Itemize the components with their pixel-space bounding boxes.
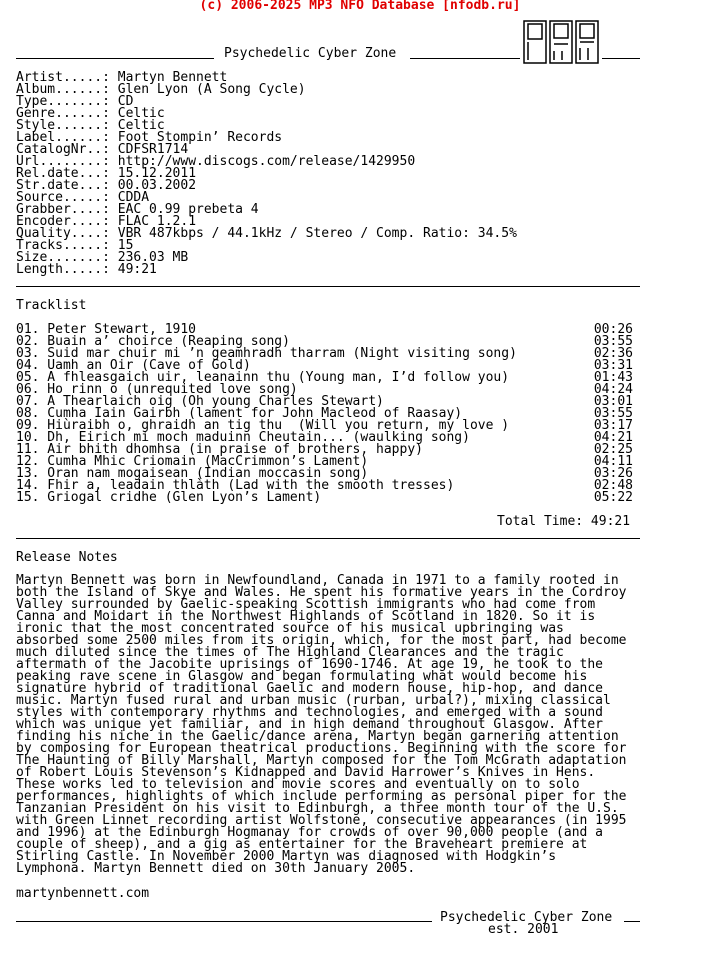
- field-key: Size.......:: [16, 250, 110, 265]
- tracklist-heading: Tracklist: [16, 298, 87, 313]
- track-title: 02. Buain a’ choirce (Reaping song): [16, 334, 290, 349]
- track-duration: 02:36: [593, 346, 633, 361]
- footer-rule-left: [16, 921, 432, 922]
- release-notes-heading: Release Notes: [16, 550, 118, 565]
- track-duration: 00:26: [593, 322, 633, 337]
- field-value: 49:21: [117, 262, 157, 277]
- track-title: 12. Cumha Mhic Criomain (MacCrimmon’s Lament): [16, 454, 369, 469]
- field-value: 00.03.2002: [117, 178, 197, 193]
- track-title: 08. Cumha Iain Gairbh (lament for John Macleod of Raasay): [16, 406, 463, 421]
- footer-rule-right: [624, 921, 640, 922]
- track-duration: 03:55: [593, 406, 633, 421]
- track-duration: 05:22: [593, 490, 633, 505]
- field-key: Quality....:: [16, 226, 110, 241]
- field-key: Label......:: [16, 130, 110, 145]
- field-key: Type.......:: [16, 94, 110, 109]
- track-duration: 04:21: [593, 430, 633, 445]
- field-value: Celtic: [117, 118, 165, 133]
- field-value: 15: [117, 238, 134, 253]
- copyright-header: (c) 2006-2025 MP3 NFO Database [nfodb.ru]: [199, 0, 521, 13]
- field-key: Length.....:: [16, 262, 110, 277]
- track-duration: 03:01: [593, 394, 633, 409]
- track-title: 01. Peter Stewart, 1910: [16, 322, 197, 337]
- track-duration: 04:24: [593, 382, 633, 397]
- footer-established: est. 2001: [488, 922, 559, 937]
- release-notes-body: Martyn Bennett was born in Newfoundland, Canada in 1971 to a family rooted in both the Island of Skye and Wales. He spent his formative years in the Cordroy Valley surrounded by Gaelic-speaking Scottish immigrants who had come from Canna and Moidart in the Northwest Highlands of Scotland in 1820. So it is ironic that the most concentrated source of his musical upbringing was absorbed some 2500 miles from its origin, which, for the most part, had become much diluted since the times of The Highland Clearances and the tragic aftermath of the Jacobite uprisings of 1690-1746. At age 19, he took to the peaking rave scene in Glasgow and began formulating what would become his signature hybrid of traditional Gaelic and modern house, hip-hop, and dance music. Martyn fused rural and urban music (rurban, urbal?), mixing classical styles with contemporary rhythms and technologies, and emerged with a sound which was unique yet familiar, and in high demand throughout Glasgow. After finding his niche in the Gaelic/dance arena, Martyn began garnering attention by composing for European theatrical productions. Beginning with the score for The Haunting of Billy Marshall, Martyn composed for the Tom McGrath adaptation of Robert Louis Stevenson’s Kidnapped and David Harrower’s Knives in Hens. These works led to television and movie scores and eventually on to solo performances, highlights of which include performing as personal piper for the Tanzanian President on his visit to Edinburgh, a three month tour of the U.S. with Green Linnet recording artist Wolfstone, consecutive appearances (in 1995 and 1996) at the Edinburgh Hogmanay for crowds of over 90,000 people (and a couple of sheep), and a gig as entertainer for the Braveheart premiere at Stirling Castle. In November 2000 Martyn was diagnosed with Hodgkin’s Lymphona. Martyn Bennett died on 30th January 2005.: [16, 573, 627, 876]
- total-time: Total Time: 49:21: [497, 514, 631, 529]
- field-key: Grabber....:: [16, 202, 110, 217]
- banner-rule-mid: [410, 58, 520, 59]
- track-title: 13. Oran nam mogaisean (Indian moccasin song): [16, 466, 369, 481]
- pcz-logo-icon: [522, 18, 600, 66]
- track-title: 06. Ho rinn o (unrequited love song): [16, 382, 298, 397]
- field-key: CatalogNr..:: [16, 142, 110, 157]
- field-key: Style......:: [16, 118, 110, 133]
- field-value: http://www.discogs.com/release/1429950: [117, 154, 416, 169]
- track-title: 07. A Thearlaich oig (Oh young Charles Stewart): [16, 394, 384, 409]
- field-key: Encoder....:: [16, 214, 110, 229]
- field-key: Url........:: [16, 154, 110, 169]
- field-value: Glen Lyon (A Song Cycle): [117, 82, 306, 97]
- field-value: Martyn Bennett: [117, 70, 228, 85]
- track-duration: 02:25: [593, 442, 633, 457]
- field-value: 15.12.2011: [117, 166, 197, 181]
- website-text: martynbennett.com: [16, 886, 150, 901]
- track-duration: 01:43: [593, 370, 633, 385]
- banner-rule-left: [16, 58, 214, 59]
- field-key: Album......:: [16, 82, 110, 97]
- track-duration: 03:31: [593, 358, 633, 373]
- track-title: 10. Dh, Eirich mi moch maduinn Cheutain... (waulking song): [16, 430, 470, 445]
- field-value: CDFSR1714: [117, 142, 189, 157]
- info-field: [16, 264, 157, 276]
- field-value: CD: [117, 94, 134, 109]
- divider: [16, 538, 640, 539]
- field-key: Genre......:: [16, 106, 110, 121]
- field-value: 236.03 MB: [117, 250, 189, 265]
- track-title: 09. Hiùraibh o, ghraidh an tig thu (Will you return, my love ): [16, 418, 510, 433]
- field-key: Source.....:: [16, 190, 110, 205]
- field-key: Rel.date...:: [16, 166, 110, 181]
- field-key: Tracks.....:: [16, 238, 110, 253]
- track-duration: 04:11: [593, 454, 633, 469]
- field-value: FLAC 1.2.1: [117, 214, 197, 229]
- track-duration: 03:26: [593, 466, 633, 481]
- field-key: Str.date...:: [16, 178, 110, 193]
- track-title: 04. Uamh an Oir (Cave of Gold): [16, 358, 251, 373]
- field-value: Foot Stompin’ Records: [117, 130, 283, 145]
- banner-rule-right: [602, 58, 640, 59]
- field-value: EAC 0.99 prebeta 4: [117, 202, 259, 217]
- field-value: VBR 487kbps / 44.1kHz / Stereo / Comp. Ratio: 34.5%: [117, 226, 517, 241]
- track-row: [16, 492, 633, 504]
- field-value: CDDA: [117, 190, 150, 205]
- field-key: Artist.....:: [16, 70, 110, 85]
- track-title: 14. Fhir a, leadain thlàth (Lad with the smooth tresses): [16, 478, 455, 493]
- track-title: 15. Griogal cridhe (Glen Lyon’s Lament): [16, 490, 322, 505]
- track-title: 11. Air bhith dhomhsa (in praise of brothers, happy): [16, 442, 423, 457]
- banner-title: Psychedelic Cyber Zone: [224, 46, 397, 61]
- track-duration: 03:55: [593, 334, 633, 349]
- track-duration: 02:48: [593, 478, 633, 493]
- field-value: Celtic: [117, 106, 165, 121]
- track-duration: 03:17: [593, 418, 633, 433]
- track-title: 03. Suid mar chuir mi ’n geamhradh tharram (Night visiting song): [16, 346, 517, 361]
- track-title: 05. A fhleasgaich uir, leanainn thu (Young man, I’d follow you): [16, 370, 510, 385]
- footer-title: Psychedelic Cyber Zone: [440, 910, 613, 925]
- divider: [16, 286, 640, 287]
